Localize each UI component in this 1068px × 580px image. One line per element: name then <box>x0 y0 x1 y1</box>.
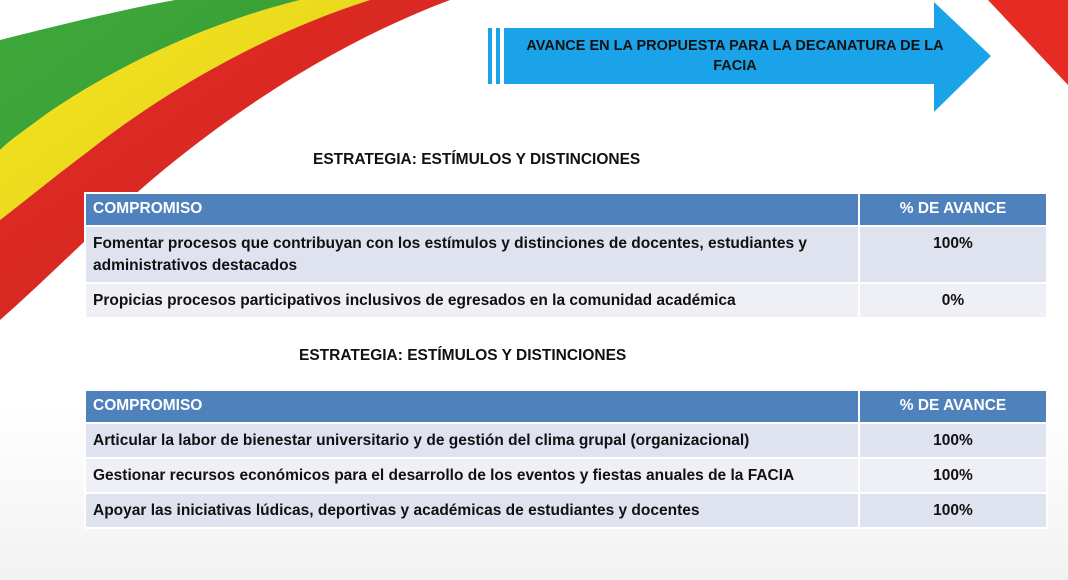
commitments-table-1 <box>84 192 1048 319</box>
table-row <box>85 458 1047 493</box>
table-row <box>85 283 1047 318</box>
table-row <box>85 226 1047 283</box>
table-header-row <box>85 390 1047 423</box>
column-header-progress: % DE AVANCE <box>859 193 1047 226</box>
section-1-heading: ESTRATEGIA: ESTÍMULOS Y DISTINCIONES <box>313 151 641 168</box>
commitment-cell: Apoyar las iniciativas lúdicas, deportivas y académicas de estudiantes y docentes <box>85 493 859 528</box>
table-row <box>85 423 1047 458</box>
progress-cell: 100% <box>859 458 1047 493</box>
table-header-row <box>85 193 1047 226</box>
progress-cell: 100% <box>859 493 1047 528</box>
progress-cell: 0% <box>859 283 1047 318</box>
banner-thin-bar-1 <box>488 28 492 84</box>
commitment-cell: Propicias procesos participativos inclusivos de egresados en la comunidad académica <box>85 283 859 318</box>
banner-thin-bar-2 <box>496 28 500 84</box>
commitment-cell: Articular la labor de bienestar universitario y de gestión del clima grupal (organizacional) <box>85 423 859 458</box>
section-2-heading: ESTRATEGIA: ESTÍMULOS Y DISTINCIONES <box>299 347 627 364</box>
commitments-table-2 <box>84 389 1048 529</box>
table-row <box>85 493 1047 528</box>
progress-cell: 100% <box>859 226 1047 283</box>
column-header-commitment: COMPROMISO <box>85 390 859 423</box>
commitment-cell: Fomentar procesos que contribuyan con los estímulos y distinciones de docentes, estudiantes y administrativos destacados <box>85 226 859 283</box>
banner-title: AVANCE EN LA PROPUESTA PARA LA DECANATURA DE LA FACIA <box>526 38 944 74</box>
column-header-progress: % DE AVANCE <box>859 390 1047 423</box>
commitment-cell: Gestionar recursos económicos para el desarrollo de los eventos y fiestas anuales de la FACIA <box>85 458 859 493</box>
progress-cell: 100% <box>859 423 1047 458</box>
column-header-commitment: COMPROMISO <box>85 193 859 226</box>
